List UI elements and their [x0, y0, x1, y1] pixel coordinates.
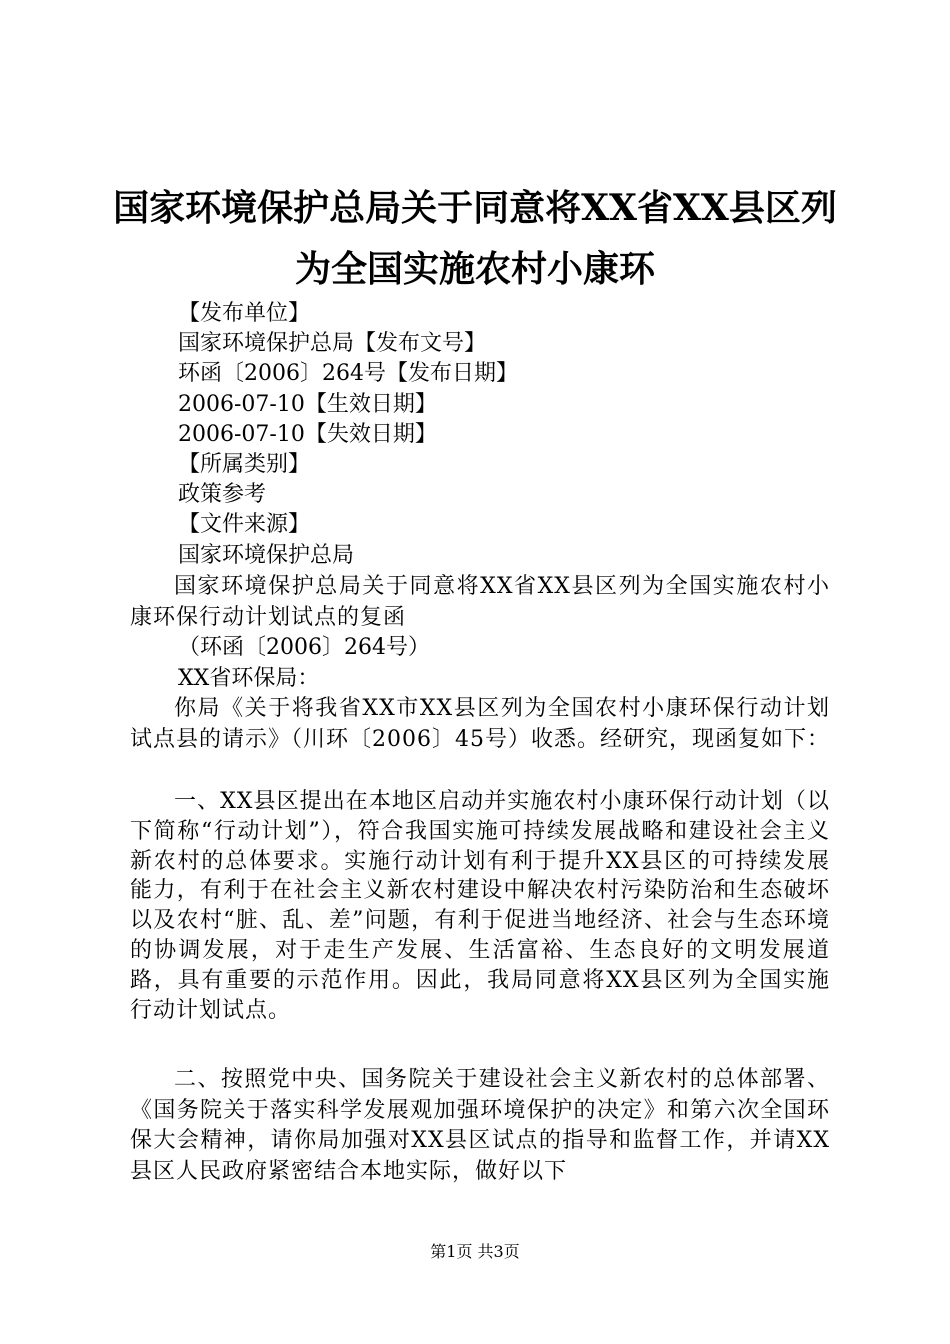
- addressee: XX省环保局：: [178, 665, 320, 691]
- page-title-line-1: 国家环境保护总局关于同意将XX省XX县区列: [113, 187, 837, 229]
- meta-line: 政策参考: [178, 482, 267, 508]
- meta-line: 【发布单位】: [178, 301, 311, 326]
- meta-line: 2006-07-10【生效日期】: [178, 391, 437, 417]
- meta-line: 环函〔2006〕264号【发布日期】: [178, 361, 518, 387]
- meta-line: 2006-07-10【失效日期】: [178, 421, 437, 447]
- meta-line: 国家环境保护总局: [178, 542, 355, 568]
- body-paragraph: 一、XX县区提出在本地区启动并实施农村小康环保行动计划（以下简称“行动计划”），符合我国实施可持续发展战略和建设社会主义新农村的总体要求。实施行动计划有利于提升XX县区的可持续发展能力，有利于在社会主义新农村建设中解决农村污染防治和生态破坏以及农村“脏、乱、差”问题，有利于促进当地经济、社会与生态环境的协调发展，对于走生产发展、生活富裕、生态良好的文明发展道路，具有重要的示范作用。因此，我局同意将XX县区列为全国实施行动计划试点。: [130, 789, 830, 1023]
- doc-heading-block: [130, 572, 830, 694]
- meta-line: 【所属类别】: [178, 451, 311, 477]
- metadata-block: [178, 299, 838, 571]
- paragraph-two: [130, 1065, 830, 1187]
- page-footer: 第1页 共3页: [430, 1242, 520, 1261]
- paragraph-intro: [130, 694, 830, 755]
- meta-line: 【文件来源】: [178, 512, 311, 538]
- body-paragraph: 二、按照党中央、国务院关于建设社会主义新农村的总体部署、《国务院关于落实科学发展观加强环境保护的决定》和第六次全国环保大会精神，请你局加强对XX县区试点的指导和监督工作，并请XX县区人民政府紧密结合本地实际，做好以下: [130, 1067, 830, 1184]
- page-title-line-2: 为全国实施农村小康环: [294, 248, 655, 290]
- meta-line: 国家环境保护总局【发布文号】: [178, 331, 487, 357]
- doc-title: 国家环境保护总局关于同意将XX省XX县区列为全国实施农村小康环保行动计划试点的复函: [130, 574, 830, 630]
- doc-number: （环函〔2006〕264号）: [178, 635, 430, 660]
- body-paragraph: 你局《关于将我省XX市XX县区列为全国农村小康环保行动计划试点县的请示》（川环〔2006〕45号）收悉。经研究，现函复如下：: [130, 696, 830, 752]
- paragraph-one: [130, 787, 830, 1025]
